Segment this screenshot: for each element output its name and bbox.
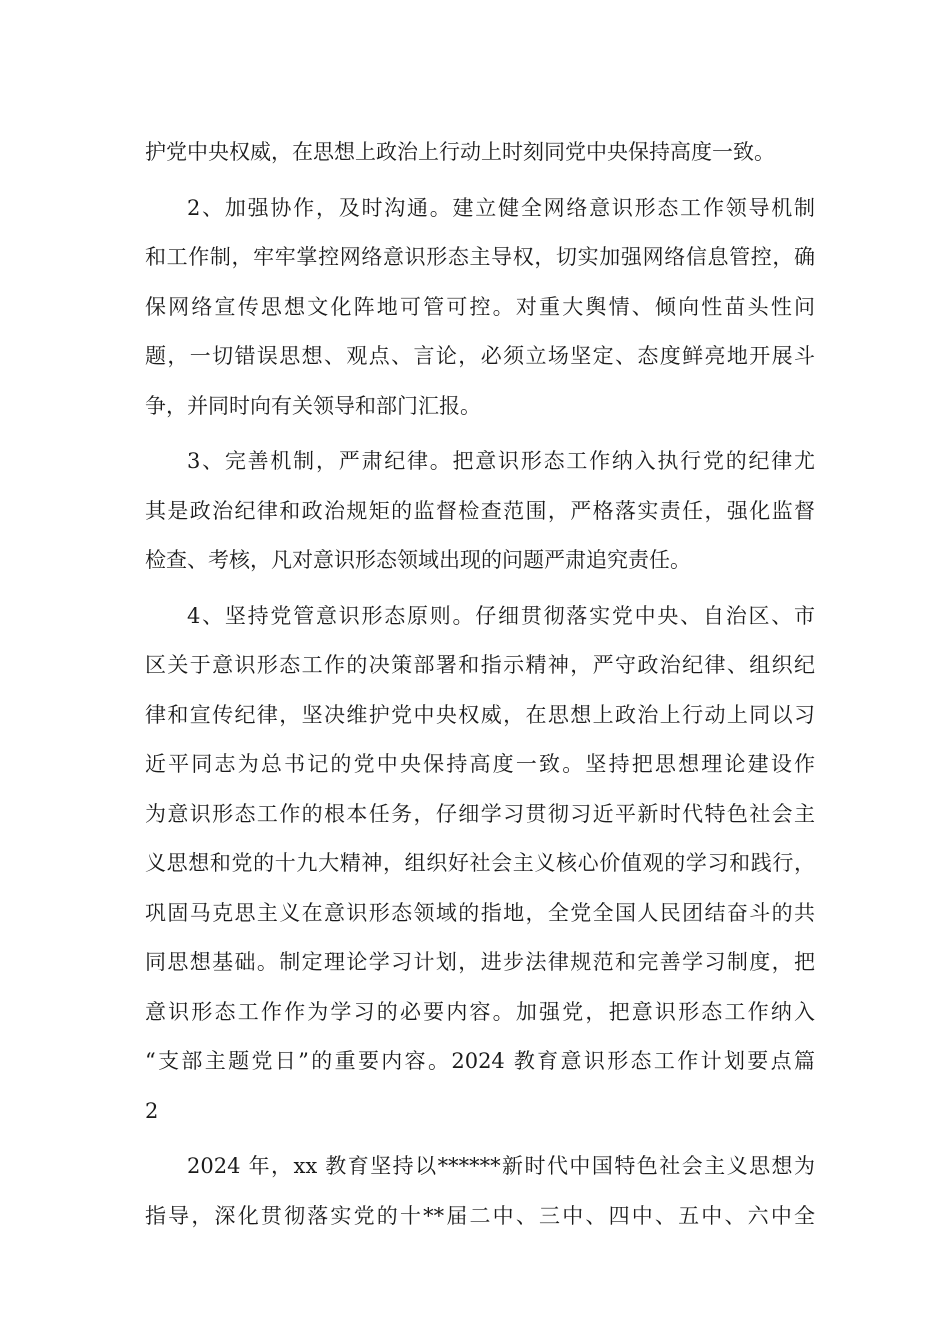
paragraph-4-line-9: 意识形态工作作为学习的必要内容。加强党，把意识形态工作纳入: [145, 999, 815, 1024]
paragraph-2-line-4: 题，一切错误思想、观点、言论，必须立场坚定、态度鲜亮地开展斗: [145, 344, 815, 368]
paragraph-5-line-1: 2024 年，xx 教育坚持以******新时代中国特色社会主义思想为: [187, 1154, 815, 1178]
paragraph-2-line-1: 2、加强协作，及时沟通。建立健全网络意识形态工作领导机制: [187, 195, 815, 220]
paragraph-4-line-4: 近平同志为总书记的党中央保持高度一致。坚持把思想理论建设作: [145, 752, 815, 776]
paragraph-4-line-3: 律和宣传纪律，坚决维护党中央权威，在思想上政治上行动上同以习: [145, 702, 815, 727]
paragraph-1-line-1: 护党中央权威，在思想上政治上行动上时刻同党中央保持高度一致。: [145, 140, 775, 164]
paragraph-2-line-3: 保网络宣传思想文化阵地可管可控。对重大舆情、倾向性苗头性问: [145, 294, 815, 319]
paragraph-4-line-11: 2: [145, 1098, 159, 1123]
paragraph-4-line-1: 4、坚持党管意识形态原则。仔细贯彻落实党中央、自治区、市: [187, 603, 815, 628]
paragraph-3-line-2: 其是政治纪律和政治规矩的监督检查范围，严格落实责任，强化监督: [145, 498, 815, 523]
document-body: [145, 128, 815, 1241]
paragraph-4-line-2: 区关于意识形态工作的决策部署和指示精神，严守政治纪律、组织纪: [145, 653, 815, 677]
paragraph-2-line-2: 和工作制，牢牢掌控网络意识形态主导权，切实加强网络信息管控，确: [145, 245, 815, 269]
paragraph-2-line-5: 争，并同时向有关领导和部门汇报。: [145, 393, 481, 418]
paragraph-3-line-3: 检查、考核，凡对意识形态领域出现的问题严肃追究责任。: [145, 548, 691, 572]
paragraph-5-line-2: 指导，深化贯彻落实党的十**届二中、三中、四中、五中、六中全: [145, 1203, 815, 1228]
paragraph-4-line-10: “支部主题党日”的重要内容。2024 教育意识形态工作计划要点篇: [145, 1049, 815, 1073]
paragraph-3-line-1: 3、完善机制，严肃纪律。把意识形态工作纳入执行党的纪律尤: [187, 449, 815, 473]
paragraph-4-line-7: 巩固马克思主义在意识形态领域的指地，全党全国人民团结奋斗的共: [145, 900, 815, 925]
paragraph-4-line-6: 义思想和党的十九大精神，组织好社会主义核心价值观的学习和践行，: [145, 851, 815, 875]
paragraph-4-line-5: 为意识形态工作的根本任务，仔细学习贯彻习近平新时代特色社会主: [145, 801, 815, 826]
paragraph-4-line-8: 同思想基础。制定理论学习计划，进步法律规范和完善学习制度，把: [145, 950, 815, 974]
